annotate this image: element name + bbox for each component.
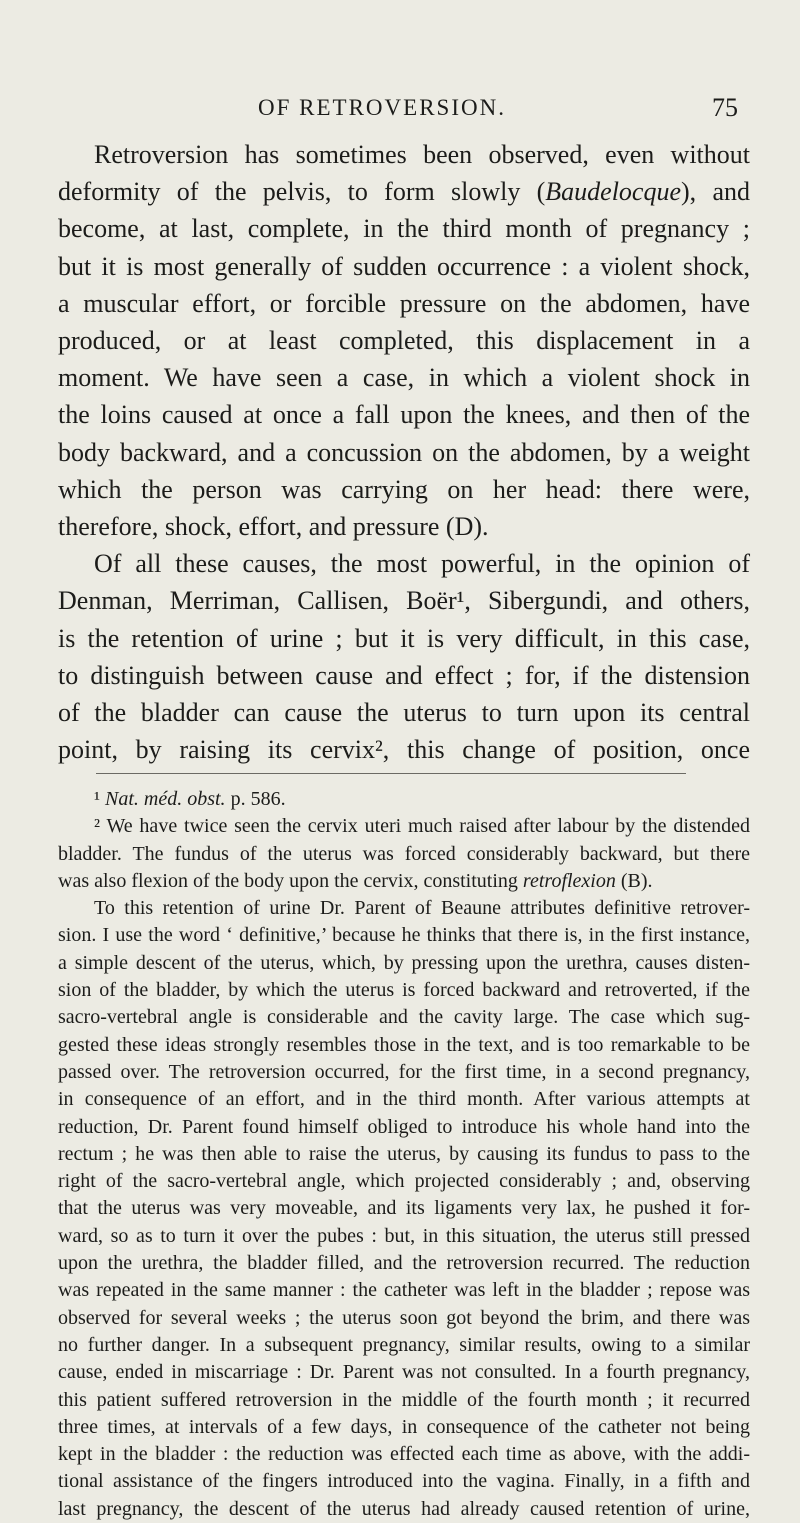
- text-line: become, at last, complete, in the third month of pregnancy ;: [58, 214, 750, 244]
- paragraph-2: [58, 545, 750, 768]
- text-line: produced, or at least completed, this displacement in a: [58, 326, 750, 356]
- text-line: the loins caused at once a fall upon the knees, and then of the: [58, 400, 750, 430]
- footnote-3-line: sacro-vertebral angle is considerable and the cavity large. The case which sug-: [58, 1006, 750, 1029]
- cited-author: Baudelocque: [545, 177, 682, 207]
- text-line: Of all these causes, the most powerful, in the opinion of: [94, 549, 750, 579]
- text-line: moment. We have seen a case, in which a violent shock in: [58, 363, 750, 393]
- text-line: Denman, Merriman, Callisen, Boër¹, Sibergundi, and others,: [58, 586, 750, 616]
- running-head: [0, 88, 800, 128]
- footnote-3-line: cause, ended in miscarriage : Dr. Parent was not consulted. In a fourth pregnancy,: [58, 1361, 750, 1384]
- text-line: a muscular effort, or forcible pressure on the abdomen, have: [58, 288, 750, 318]
- footnote-2-line: was also flexion of the body upon the cervix, constituting retroflexion (B).: [58, 869, 653, 892]
- footnote-3-line: was repeated in the same manner : the catheter was left in the bladder ; repose was: [58, 1279, 750, 1302]
- text-line: therefore, shock, effort, and pressure (D).: [58, 512, 489, 542]
- term-retroflexion: retroflexion: [522, 869, 616, 892]
- footnote-3-line: that the uterus was very moveable, and its ligaments very lax, he pushed it for-: [58, 1197, 750, 1220]
- footnote-1: ¹ Nat. méd. obst. p. 586.: [94, 788, 286, 810]
- footnote-2-line: ² We have twice seen the cervix uteri much raised after labour by the distended: [94, 815, 750, 838]
- footnote-3-line: rectum ; he was then able to raise the uterus, by causing its fundus to pass to the: [58, 1142, 750, 1165]
- footnote-3-line: tional assistance of the fingers introduced into the vagina. Finally, in a fifth and: [58, 1470, 750, 1493]
- page-number: 75: [712, 93, 738, 122]
- footnote-2-line: bladder. The fundus of the uterus was forced considerably backward, but there: [58, 842, 750, 865]
- footnote-3-line: sion of the bladder, by which the uterus is forced backward and retroverted, if the: [58, 979, 750, 1002]
- footnote-3-line: gested these ideas strongly resembles those in the text, and is too remarkable to be: [58, 1033, 750, 1056]
- text-line: but it is most generally of sudden occurrence : a violent shock,: [58, 251, 750, 281]
- footnote-3-line: no further danger. In a subsequent pregnancy, similar results, owing to a similar: [58, 1333, 750, 1356]
- footnote-3-line: a simple descent of the uterus, which, by pressing upon the urethra, causes disten-: [58, 951, 750, 974]
- footnote-3-line: this patient suffered retroversion in the middle of the fourth month ; it recurred: [58, 1388, 750, 1411]
- footnote-3-line: ward, so as to turn it over the pubes : but, in this situation, the uterus still pressed: [58, 1224, 750, 1247]
- text-line: is the retention of urine ; but it is very difficult, in this case,: [58, 623, 750, 653]
- text-line: body backward, and a concussion on the abdomen, by a weight: [58, 437, 750, 467]
- text-line: deformity of the pelvis, to form slowly (Baudelocque), and: [58, 177, 750, 207]
- text-line: to distinguish between cause and effect ; for, if the distension: [58, 660, 750, 690]
- main-text: [58, 136, 750, 768]
- footnotes: [58, 786, 750, 1523]
- text-line: of the bladder can cause the uterus to turn upon its central: [58, 698, 750, 728]
- footnote-3-line: To this retention of urine Dr. Parent of Beaune attributes definitive retrover-: [94, 897, 750, 920]
- footnote-3-line: kept in the bladder : the reduction was effected each time as above, with the addi-: [58, 1443, 750, 1466]
- footnote-3-line: right of the sacro-vertebral angle, which projected considerably ; and, observing: [58, 1170, 750, 1193]
- footnote-3-line: passed over. The retroversion occurred, for the first time, in a second pregnancy,: [58, 1060, 750, 1083]
- text-line: which the person was carrying on her head: there were,: [58, 474, 750, 504]
- footnote-3-line: three times, at intervals of a few days, in consequence of the catheter not being: [58, 1415, 750, 1438]
- footnote-3-line: reduction, Dr. Parent found himself obliged to introduce his whole hand into the: [58, 1115, 750, 1138]
- footnote-3-line: sion. I use the word ‘ definitive,’ because he thinks that there is, in the first instance,: [58, 924, 750, 947]
- footnote-rule: [96, 773, 686, 774]
- footnote-3-line: upon the urethra, the bladder filled, and the retroversion recurred. The reduction: [58, 1252, 750, 1275]
- footnote-3-line: last pregnancy, the descent of the uterus had already caused retention of urine,: [58, 1497, 750, 1520]
- footnote-3-line: in consequence of an effort, and in the third month. After various attempts at: [58, 1088, 750, 1111]
- footnote-3-line: observed for several weeks ; the uterus soon got beyond the brim, and there was: [58, 1306, 750, 1329]
- text-line: point, by raising its cervix², this change of position, once: [58, 735, 750, 765]
- running-title: OF RETROVERSION.: [258, 95, 506, 120]
- text-line: Retroversion has sometimes been observed, even without: [94, 140, 750, 169]
- paragraph-1: [58, 136, 750, 545]
